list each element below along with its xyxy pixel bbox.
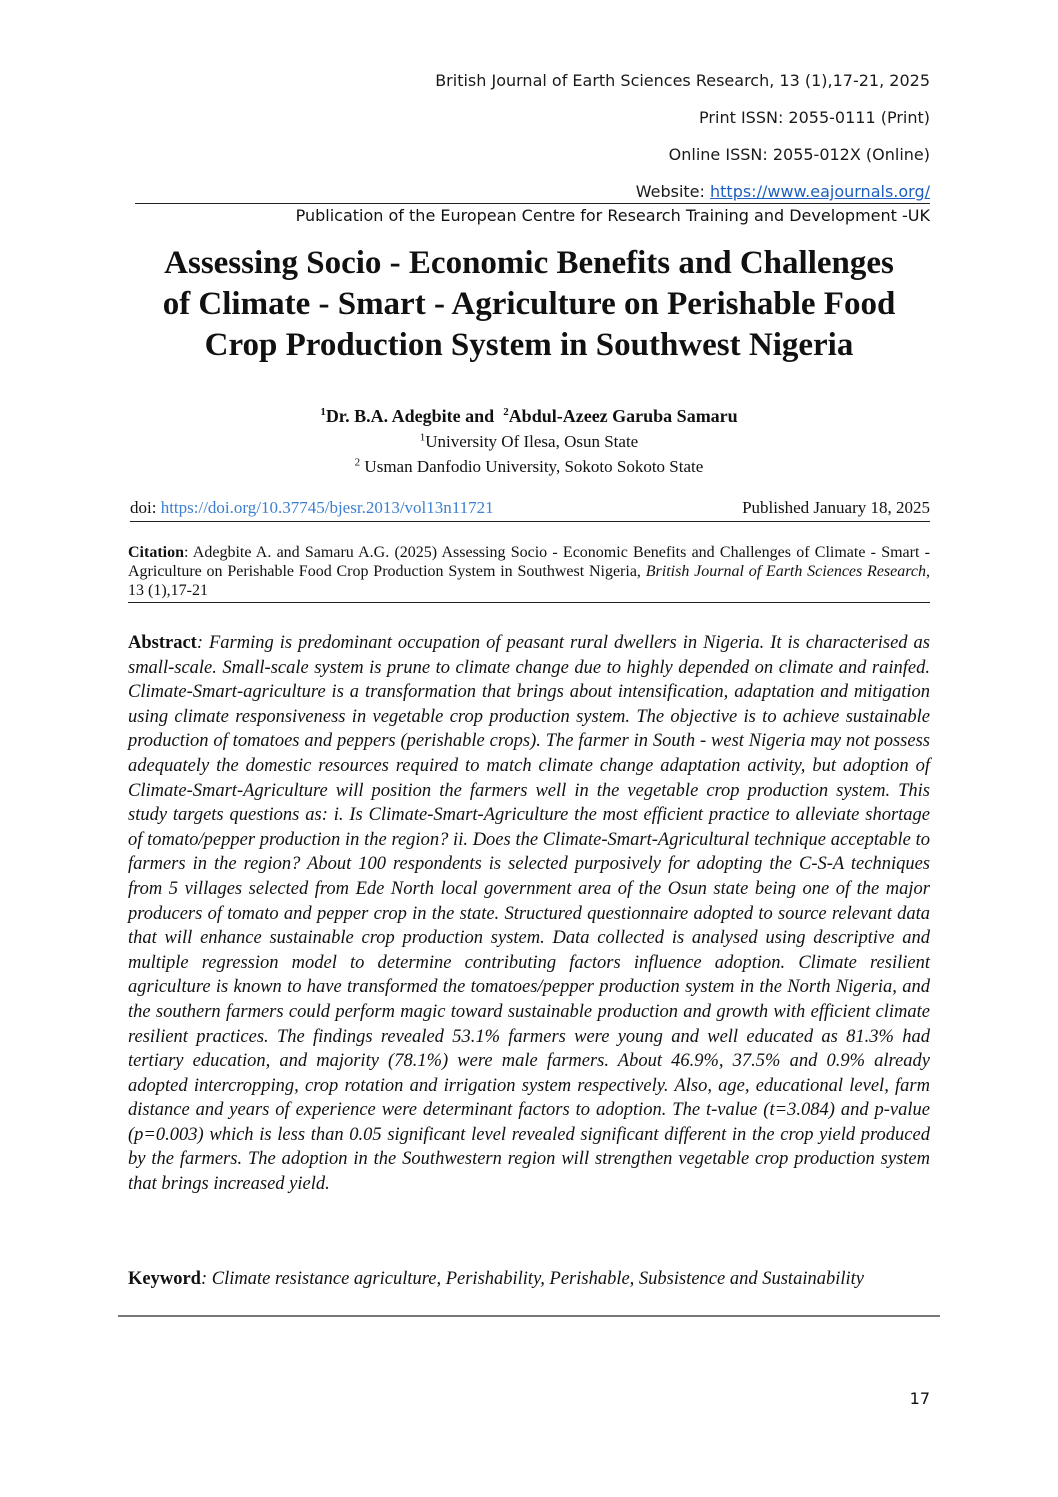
citation-text: : Adegbite A. and Samaru A.G. (2025) Assessing Socio - Economic Benefits and Challenges of Climate - Smart - Agriculture on Perishable Food Crop Production System in Southwest Nigeria, (128, 544, 930, 580)
aff2-sup: 2 (354, 456, 361, 469)
section-rule (118, 1315, 940, 1317)
aff2-text: Usman Danfodio University, Sokoto Sokoto State (360, 457, 704, 476)
journal-line: British Journal of Earth Sciences Research, 13 (1),17-21, 2025 (435, 71, 930, 90)
title-line-2: of Climate - Smart - Agriculture on Perishable Food (162, 286, 896, 322)
aff1-sup: 1 (419, 431, 426, 444)
abstract-label: Abstract (128, 633, 197, 653)
doi-row (130, 497, 930, 522)
doi-label: doi: (130, 498, 161, 517)
author1-sup: 1 (320, 406, 326, 418)
website-label: Website: (635, 182, 710, 201)
author1-name: Dr. B.A. Adegbite and (325, 406, 495, 426)
header-rule (135, 203, 930, 204)
print-issn: Print ISSN: 2055-0111 (Print) (699, 108, 930, 127)
paper-title (120, 243, 938, 366)
abstract (128, 631, 930, 1197)
online-issn: Online ISSN: 2055-012X (Online) (668, 145, 930, 164)
doi-link[interactable]: https://doi.org/10.37745/bjesr.2013/vol13n11721 (160, 498, 494, 517)
author2-name: Abdul-Azeez Garuba Samaru (508, 406, 738, 426)
author-names (128, 404, 930, 429)
citation-label: Citation (128, 544, 184, 561)
published-date: Published January 18, 2025 (742, 498, 930, 517)
citation (128, 543, 930, 603)
keyword-label: Keyword (128, 1269, 201, 1289)
abstract-colon: : (196, 633, 204, 653)
author2-sup: 2 (503, 406, 509, 418)
author-block (128, 404, 930, 479)
citation-journal: British Journal of Earth Sciences Research (645, 563, 926, 580)
title-line-3: Crop Production System in Southwest Nigeria (204, 327, 854, 363)
title-line-1: Assessing Socio - Economic Benefits and Challenges (164, 245, 894, 281)
keywords (128, 1267, 930, 1292)
journal-header (435, 62, 930, 210)
website-link[interactable]: https://www.eajournals.org/ (710, 182, 930, 201)
aff1-text: University Of Ilesa, Osun State (425, 432, 639, 451)
citation-tail: , 13 (1),17-21 (128, 563, 930, 599)
publication-line: Publication of the European Centre for Research Training and Development -UK (295, 206, 930, 225)
affiliation-1 (128, 429, 930, 454)
affiliation-2 (128, 454, 930, 479)
page-number: 17 (909, 1389, 930, 1408)
keyword-text: : Climate resistance agriculture, Perishability, Perishable, Subsistence and Sustainability (200, 1269, 864, 1289)
abstract-text: Farming is predominant occupation of peasant rural dwellers in Nigeria. It is characterised as small-scale. Small-scale system is prune to climate change due to highly depended on climate and rainfed. Climate-Smart-agriculture is a transformation that brings about intensification, adaptation and mitigation using climate responsiveness in vegetable crop production system. The objective is to achieve sustainable production of tomatoes and peppers (perishable crops). The farmer in South - west Nigeria may not possess adequately the domestic resources required to match climate change adaptation activity, but adoption of Climate-Smart-Agriculture will position the farmers well in the vegetable crop production system. This study targets questions as: i. Is Climate-Smart-Agriculture the most efficient practice to alleviate shortage of tomato/pepper production in the region? ii. Does the Climate-Smart-Agricultural technique acceptable to farmers in the region? About 100 respondents is selected purposively for adopting the C-S-A techniques from 5 villages selected from Ede North local government area of the Osun state being one of the major producers of tomato and pepper crop in the state. Structured questionnaire adopted to source relevant data that will enhance sustainable crop production system. Data collected is analysed using descriptive and multiple regression model to determine contributing factors influence adoption. Climate resilient agriculture is known to have transformed the tomatoes/pepper production system in the North Nigeria, and the southern farmers could perform magic toward sustainable production and growth with efficient climate resilient practices. The findings revealed 53.1% farmers were young and well educated as 81.3% had tertiary education, and majority (78.1%) were male farmers. About 46.9%, 37.5% and 0.9% already adopted intercropping, crop rotation and irrigation system respectively. Also, age, educational level, farm distance and years of experience were determinant factors to adoption. The t-value (t=3.084) and p-value (p=0.003) which is less than 0.05 significant level revealed significant different in the crop yield produced by the farmers. The adoption in the Southwestern region will strengthen vegetable crop production system that brings increased yield. (128, 633, 930, 1195)
